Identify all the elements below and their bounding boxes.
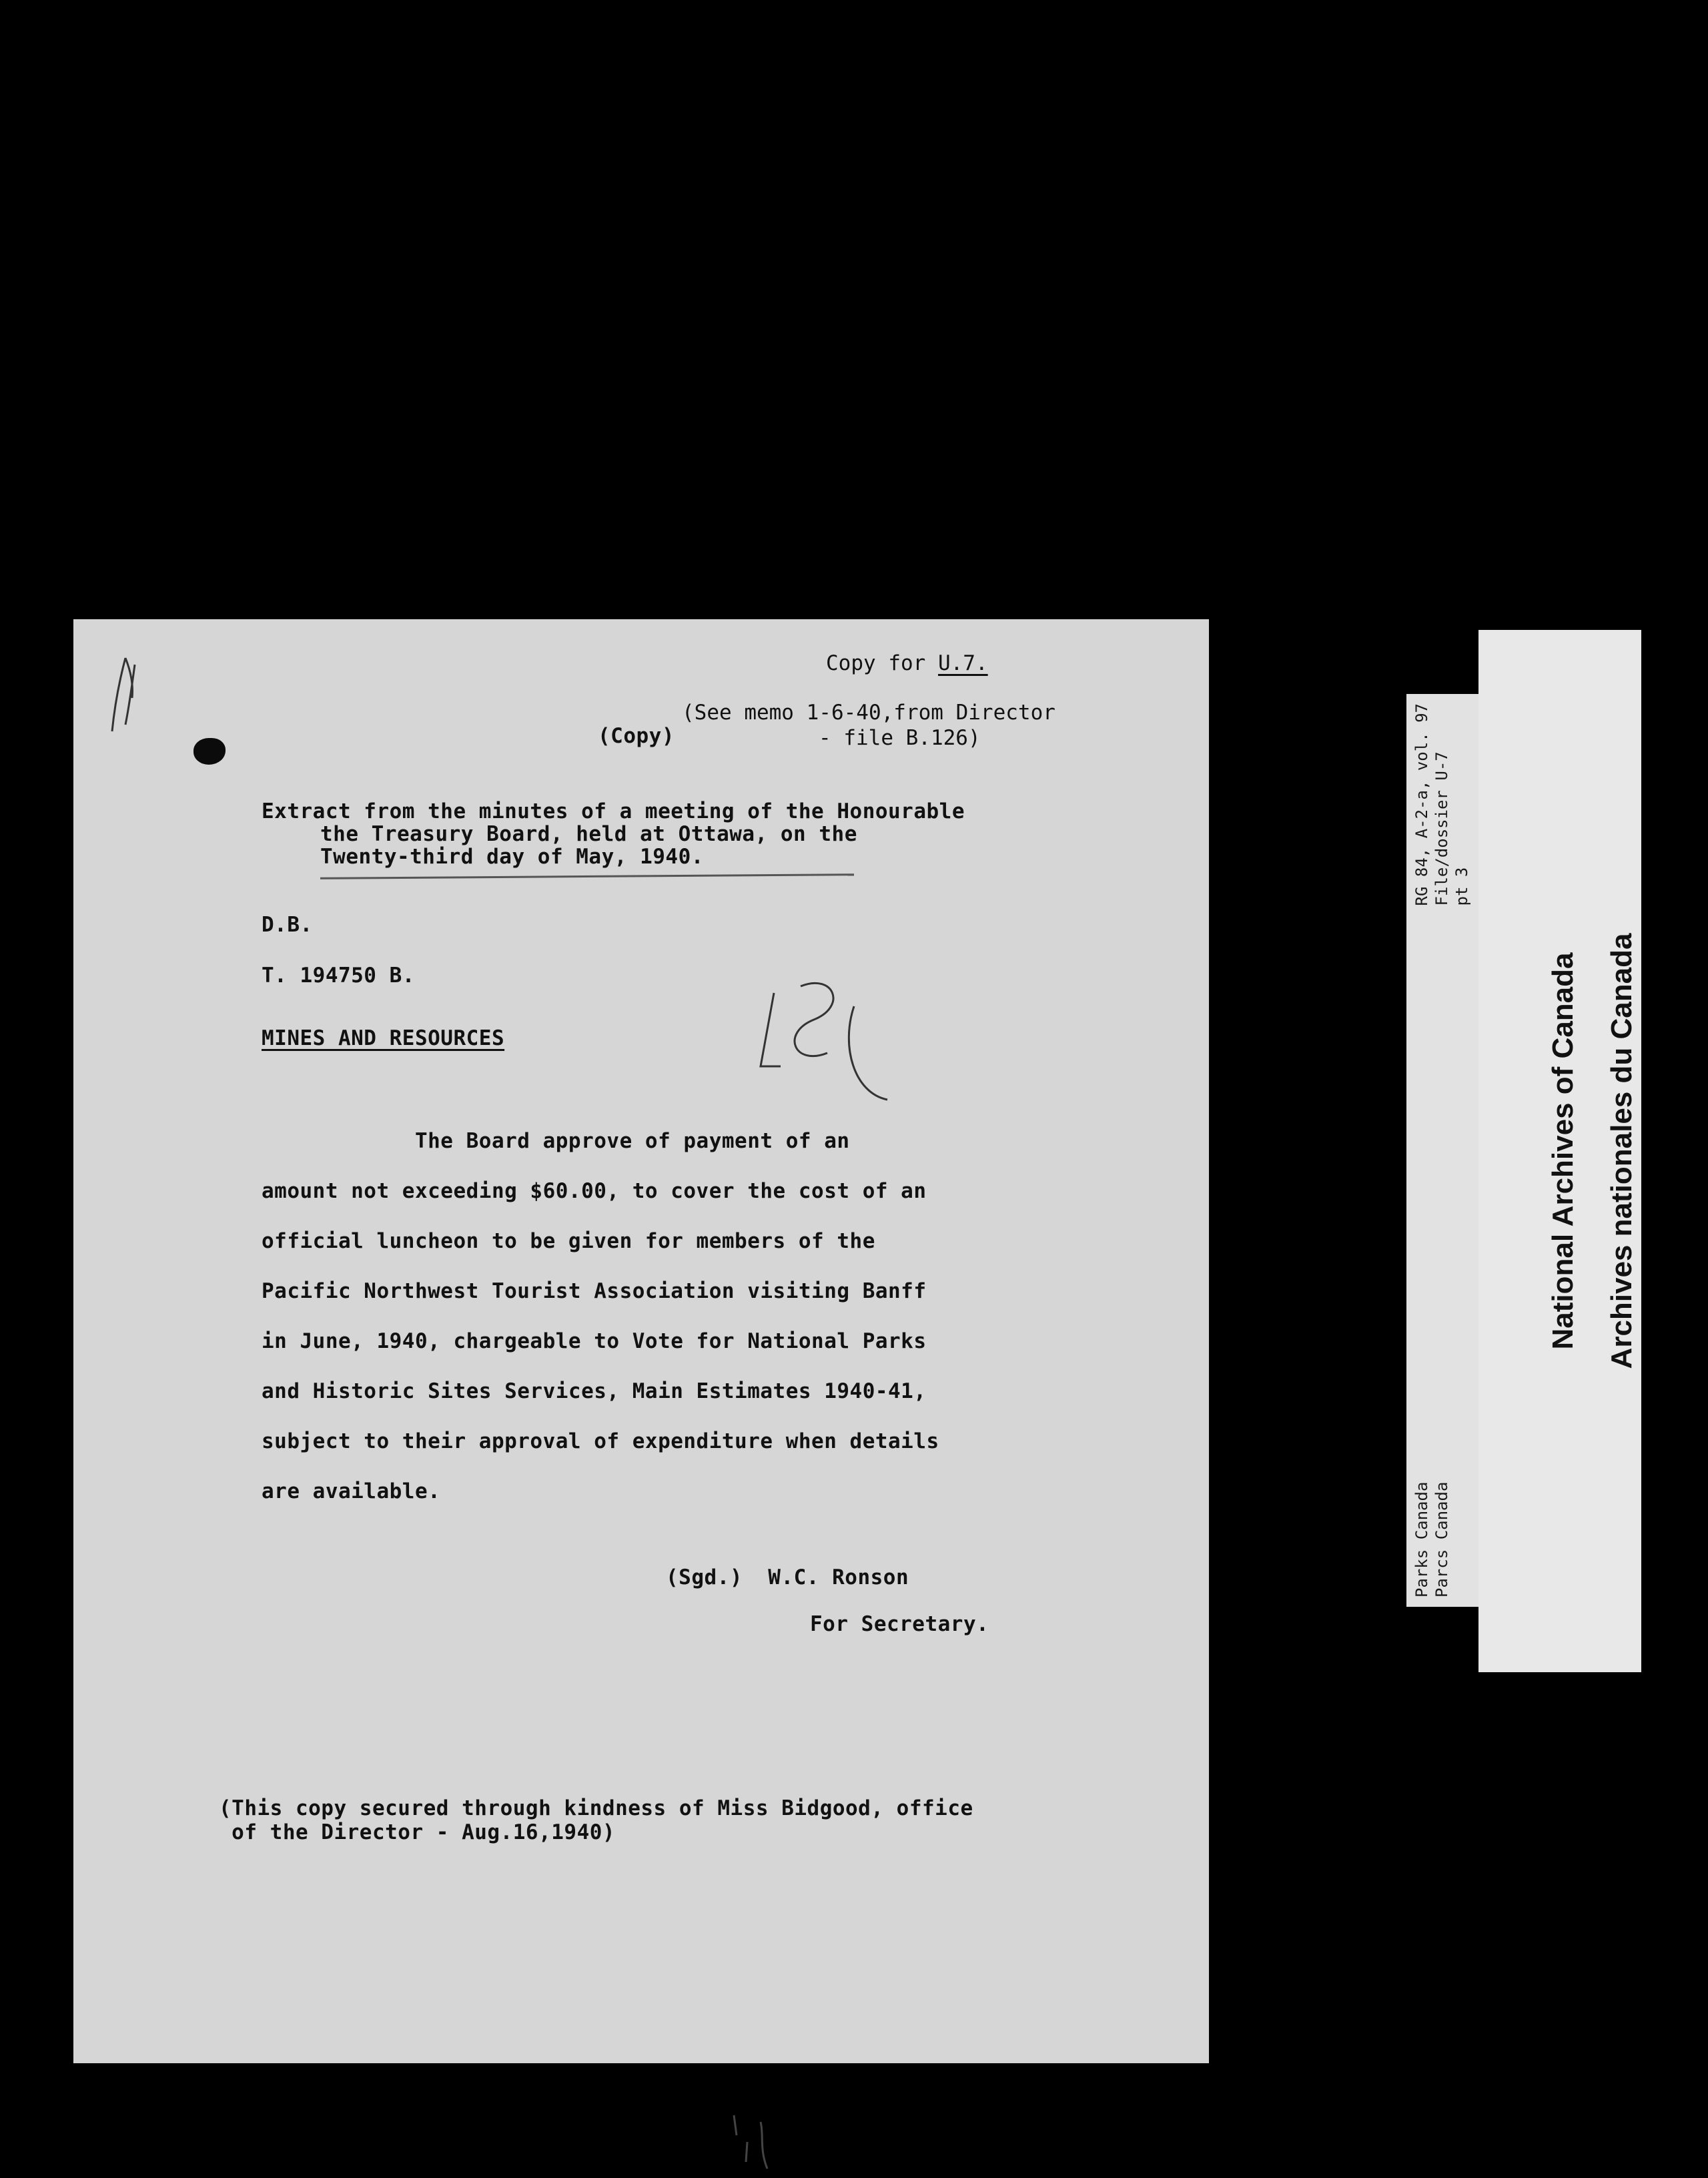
department-heading: MINES AND RESOURCES: [262, 1026, 505, 1050]
extract-line-2: the Treasury Board, held at Ottawa, on the: [320, 822, 857, 846]
archive-reference: [1412, 703, 1472, 905]
parks-label-rotated: [1406, 697, 1486, 1604]
film-specks: [707, 2109, 801, 2175]
see-memo-line-2: - file B.126): [819, 726, 981, 750]
footnote-line-2: of the Director - Aug.16,1940): [219, 1820, 616, 1844]
footnote-line-1: (This copy secured through kindness of Miss Bidgood, office: [219, 1796, 973, 1820]
handwritten-scribble: [754, 966, 914, 1113]
reference-db: D.B.: [262, 913, 313, 937]
body-line-1: The Board approve of payment of an: [262, 1129, 850, 1153]
copy-marker: (Copy): [598, 724, 675, 748]
parks-canada-label: [1406, 694, 1486, 1607]
extract-line-1: Extract from the minutes of a meeting of the Honourable: [262, 799, 965, 823]
agency-names: [1412, 1482, 1452, 1597]
for-secretary: For Secretary.: [810, 1612, 989, 1636]
extract-underline: [320, 873, 854, 879]
ink-blot: [193, 738, 226, 765]
archive-name-fr: Archives nationales du Canada: [1605, 933, 1638, 1369]
see-memo-line-1: (See memo 1-6-40,from Director: [682, 701, 1055, 725]
body-line-8: are available.: [262, 1479, 441, 1503]
document-page: [73, 619, 1209, 2063]
body-line-6: and Historic Sites Services, Main Estimates 1940-41,: [262, 1379, 927, 1403]
archive-name-en: National Archives of Canada: [1547, 952, 1579, 1350]
handwritten-mark: [105, 651, 159, 738]
body-line-7: subject to their approval of expenditure when details: [262, 1429, 939, 1453]
body-line-5: in June, 1940, chargeable to Vote for National Parks: [262, 1329, 927, 1353]
reference-t-number: T. 194750 B.: [262, 964, 415, 988]
copy-for-line: Copy for U.7.: [826, 651, 988, 675]
agency-line-fr: Parcs Canada: [1432, 1481, 1451, 1597]
reference-line-1: RG 84, A-2-a, vol. 97: [1412, 703, 1431, 906]
reference-line-3: pt 3: [1452, 867, 1471, 906]
archive-name-rotated: [1493, 637, 1638, 1665]
agency-line-en: Parks Canada: [1412, 1481, 1431, 1597]
body-line-3: official luncheon to be given for members of the: [262, 1229, 875, 1253]
signature-line: (Sgd.) W.C. Ronson: [666, 1565, 909, 1589]
copy-for-file: U.7.: [937, 651, 988, 675]
national-archives-label: [1478, 630, 1641, 1672]
reference-line-2: File/dossier U-7: [1432, 751, 1451, 906]
body-line-2: amount not exceeding $60.00, to cover the cost of an: [262, 1179, 927, 1203]
extract-line-3: Twenty-third day of May, 1940.: [320, 845, 704, 869]
body-line-4: Pacific Northwest Tourist Association visiting Banff: [262, 1279, 927, 1303]
